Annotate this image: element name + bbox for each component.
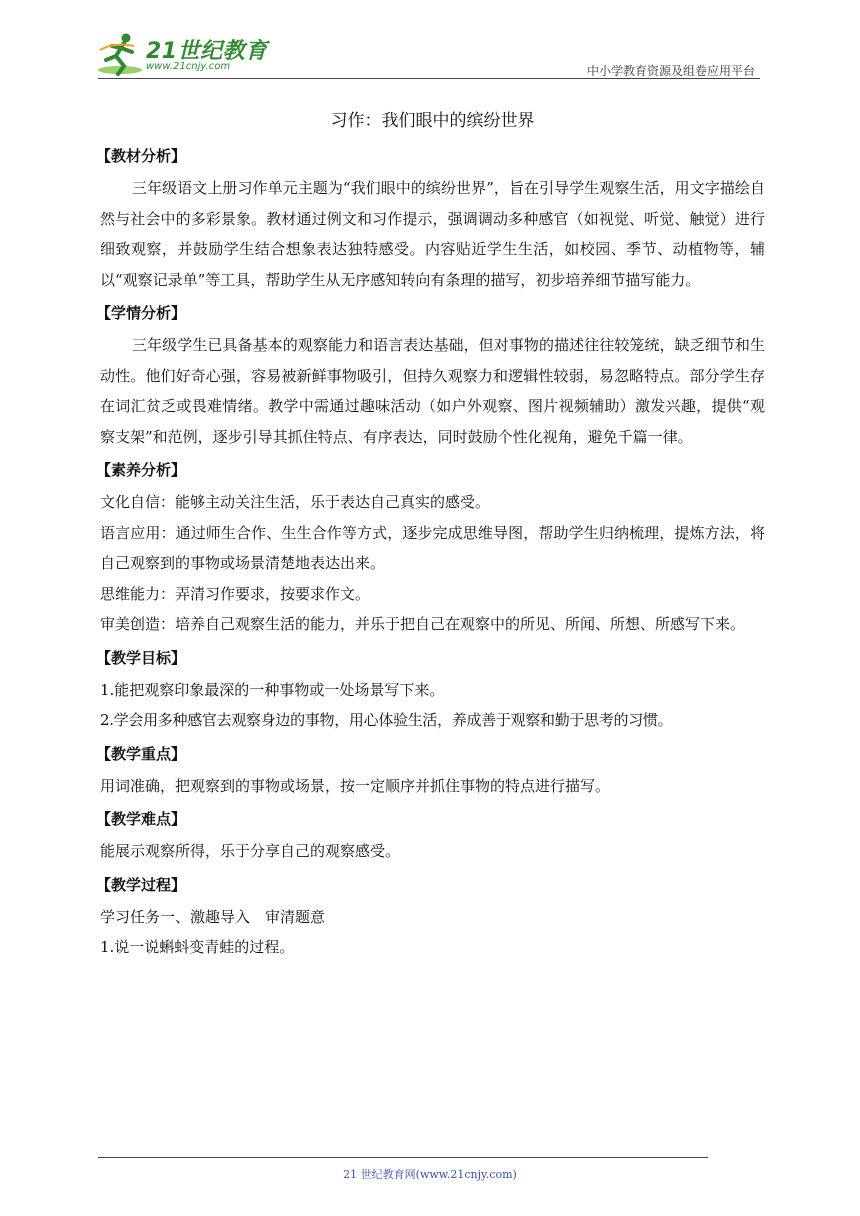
paragraph: 2.学会用多种感官去观察身边的事物，用心体验生活，养成善于观察和勤于思考的习惯。 <box>100 711 673 729</box>
section-heading: 【教材分析】 <box>96 147 187 165</box>
paragraph: 审美创造：培养自己观察生活的能力，并乐于把自己在观察中的所见、所闻、所想、所感写下来。 <box>100 615 746 633</box>
paragraph: 思维能力：弄清习作要求，按要求作文。 <box>100 584 371 603</box>
paragraph: 三年级语文上册习作单元主题为“我们眼中的缤纷世界”，旨在引导学生观察生活，用文字描绘自然与社会中的多彩景象。教材通过例文和习作提示，强调调动多种感官（如视觉、听觉、触觉）进行细致观察，并鼓励学生结合想象表达独特感受。内容贴近学生生活，如校园、季节、动植物等，辅以“观察记录单”等工具，帮助学生从无序感知转向有条理的描写，初步培养细节描写能力。 <box>100 179 765 289</box>
paragraph: 能展示观察所得，乐于分享自己的观察感受。 <box>100 842 401 860</box>
paragraph: 文化自信：能够主动关注生活，乐于表达自己真实的感受。 <box>100 493 491 511</box>
document-title: 习作：我们眼中的缤纷世界 <box>330 111 535 131</box>
document-body <box>96 108 765 963</box>
section-heading: 【教学重点】 <box>96 744 187 763</box>
header-divider <box>98 78 760 79</box>
paragraph: 1.说一说蝌蚪变青蛙的过程。 <box>100 938 295 956</box>
footer-text: 21 世纪教育网(www.21cnjy.com) <box>343 1168 517 1181</box>
section-heading: 【教学过程】 <box>96 875 187 894</box>
logo-url: www.21cnjy.com <box>146 61 231 72</box>
paragraph: 1.能把观察印象最深的一种事物或一处场景写下来。 <box>100 680 445 699</box>
section-heading: 【教学目标】 <box>96 648 187 667</box>
page-header <box>0 0 860 90</box>
paragraph: 三年级学生已具备基本的观察能力和语言表达基础，但对事物的描述往往较笼统，缺乏细节和生动性。他们好奇心强，容易被新鲜事物吸引，但持久观察力和逻辑性较弱，易忽略特点。部分学生存在词汇贫乏或畏难情绪。教学中需通过趣味活动（如户外观察、图片视频辅助）激发兴趣，提供“观察支架”和范例，逐步引导其抓住特点、有序表达，同时鼓励个性化视角，避免千篇一律。 <box>100 336 765 446</box>
section-heading: 【学情分析】 <box>96 304 187 322</box>
paragraph: 语言应用：通过师生合作、生生合作等方式，逐步完成思维导图，帮助学生归纳梳理，提炼方法，将自己观察到的事物或场景清楚地表达出来。 <box>100 523 765 572</box>
paragraph: 用词准确，把观察到的事物或场景，按一定顺序并抓住事物的特点进行描写。 <box>100 776 611 795</box>
platform-name: 中小学教育资源及组卷应用平台 <box>586 64 755 78</box>
logo-text: 21世纪教育 <box>146 39 268 64</box>
section-heading: 【教学难点】 <box>96 810 187 828</box>
section-heading: 【素养分析】 <box>96 461 187 479</box>
footer-divider <box>98 1157 708 1158</box>
paragraph: 学习任务一、激趣导入 审清题意 <box>100 907 326 926</box>
